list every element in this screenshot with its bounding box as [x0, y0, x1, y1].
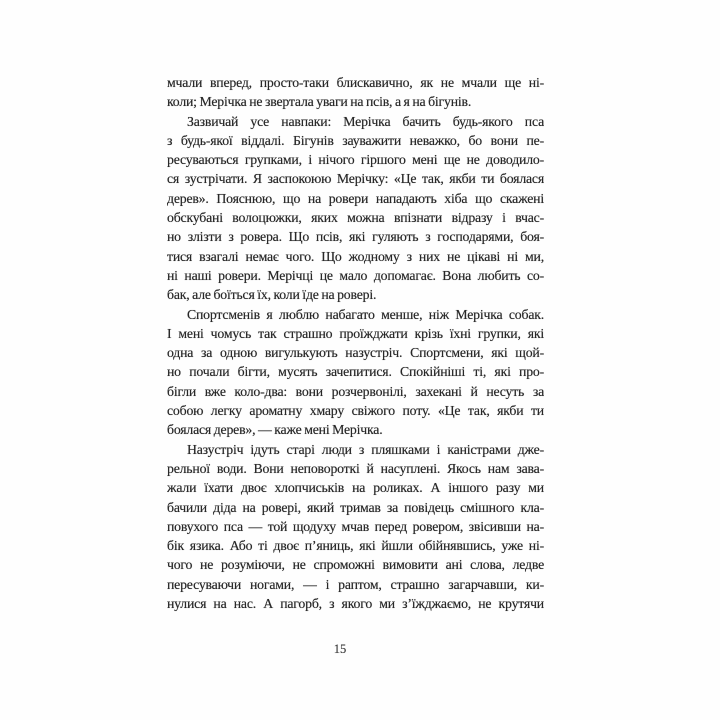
text-line: ні наші ровери. Мерічці це мало допомагає. Вона любить со-: [167, 267, 544, 283]
text-line: собою легку ароматну хмару свіжого поту. «Це так, якби ти: [167, 403, 544, 419]
text-line: тися взагалі немає чого. Що жодному з них не цікаві ні ми,: [167, 248, 544, 264]
text-line: обскубані волоцюжки, яких можна впізнати відразу і вчас-: [167, 210, 544, 226]
text-line: боялася дерев», — каже мені Мерічка.: [167, 422, 383, 438]
text-line: чого не розуміючи, не спроможні вимовити ані слова, ледве: [167, 557, 544, 573]
text-line: рельної води. Вони неповороткі й насуплені. Якось нам зава-: [167, 460, 544, 476]
text-line: жали їхати двоє хлопчиськів на роликах. А іншого разу ми: [167, 480, 544, 496]
text-line: мчали вперед, просто-таки блискавично, як не мчали ще ні-: [167, 75, 544, 90]
text-line: нулися на нас. А пагорб, з якого ми з’їжджаємо, не крутячи: [167, 596, 544, 612]
text-line: ся зустрічати. Я заспокоюю Мерічку: «Це так, якби ти боялася: [167, 171, 544, 187]
text-line: Назустріч ідуть старі люди з пляшками і каністрами дже-: [187, 441, 544, 457]
text-line: одна за одною вигулькують назустріч. Спортсмени, які щой-: [167, 345, 544, 361]
text-line: бак, але боїться їх, коли їде на ровері.: [167, 287, 377, 303]
text-line: Зазвичай усе навпаки: Мерічка бачить будь-якого пса: [187, 113, 544, 129]
text-line: но злізти з ровера. Що псів, які гуляють з господарями, боя-: [167, 229, 544, 245]
text-line: дерев». Пояснюю, що на ровери нападають хіба що скажені: [167, 190, 544, 206]
text-line: бігли вже коло-два: вони розчервонілі, захекані й несуть за: [167, 383, 544, 399]
text-line: но почали бігти, мусять зачепитися. Спокійніші ті, які про-: [167, 364, 544, 380]
text-line: І мені чомусь так страшно проїжджати крізь їхні групки, які: [167, 325, 544, 341]
text-line: повухого пса — той щодуху мчав перед ровером, звісивши на-: [167, 518, 544, 534]
text-block: [167, 73, 544, 613]
text-line: коли; Мерічка не звертала уваги на псів, а я на бігунів.: [167, 94, 472, 110]
page-number: 15: [333, 642, 347, 656]
text-line: Спортсменів я люблю набагато менше, ніж Мерічка собак.: [187, 306, 544, 322]
text-line: ресуваються групками, і нічого гіршого мені ще не доводило-: [167, 152, 544, 168]
text-line: бік язика. Або ті двоє п’яниць, які йшли обійнявшись, уже ні-: [167, 538, 544, 554]
text-line: пересуваючи ногами, — і раптом, страшно загарчавши, ки-: [167, 576, 544, 592]
text-line: бачили діда на ровері, який тримав за повідець смішного кла-: [167, 499, 544, 515]
text-line: з будь-якої віддалі. Бігунів зауважити неважко, бо вони пе-: [167, 132, 544, 148]
